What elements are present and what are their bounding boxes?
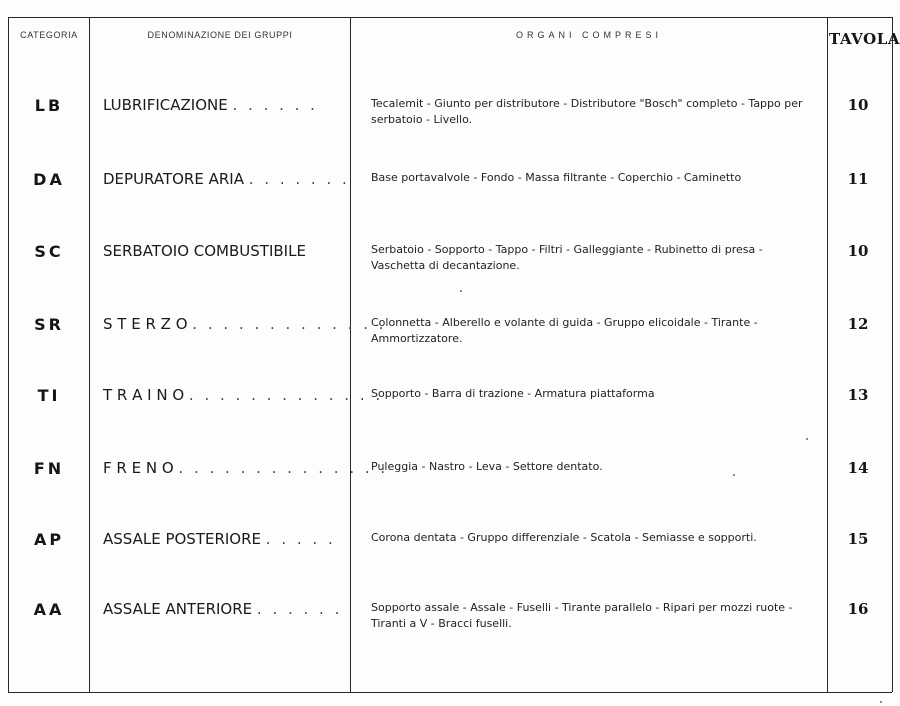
category-code: DA [33, 170, 65, 189]
category-code: TI [37, 386, 61, 405]
scan-speck [733, 474, 735, 476]
leader-dots: . . . . . . [232, 96, 318, 114]
column-divider [89, 17, 90, 692]
parts-list: Sopporto - Barra di trazione - Armatura piattaforma [371, 387, 655, 400]
leader-dots: . . . . . . [256, 600, 343, 618]
leader-dots: . . . . . . . . . . . . . . [178, 459, 389, 477]
parts-list: Serbatoio - Sopporto - Tappo - Filtri - Galleggiante - Rubinetto di presa - Vaschetta di decantazione. [371, 243, 763, 272]
column-divider [892, 17, 893, 692]
group-name-text: T R A I N O [103, 386, 185, 404]
group-name-text: ASSALE ANTERIORE [103, 600, 253, 618]
category-code: FN [33, 459, 65, 478]
tavola-number: 14 [847, 459, 869, 477]
leader-dots: . . . . . . . [248, 170, 350, 188]
header-organi: ORGANI COMPRESI [515, 30, 662, 40]
leader-dots: . . . . . . . . . . . . . [188, 386, 384, 404]
header-categoria: CATEGORIA [20, 30, 78, 40]
tavola-number: 13 [847, 386, 869, 404]
group-name-text: DEPURATORE ARIA [103, 170, 244, 188]
parts-list: Tecalemit - Giunto per distributore - Distributore "Bosch" completo - Tappo per serbatoio - Livello. [371, 97, 803, 126]
column-divider [350, 17, 351, 692]
tavola-number: 11 [847, 170, 869, 188]
tavola-number: 10 [847, 242, 869, 260]
parts-list: Sopporto assale - Assale - Fuselli - Tirante parallelo - Ripari per mozzi ruote - Tiranti a V - Bracci fuselli. [371, 601, 793, 630]
group-name [103, 96, 343, 114]
group-name-text: LUBRIFICAZIONE [103, 96, 228, 114]
top-rule [8, 17, 892, 18]
group-name [103, 386, 384, 404]
group-name [103, 600, 343, 618]
column-divider [8, 17, 9, 692]
scan-speck [460, 290, 462, 292]
category-code: SR [34, 315, 64, 334]
leader-dots: . . . . . . . . . . . . . [192, 315, 387, 333]
group-name [103, 459, 389, 477]
group-name-text: F R E N O [103, 459, 174, 477]
category-code: LB [34, 96, 64, 115]
bottom-rule [8, 692, 892, 693]
parts-list: Corona dentata - Gruppo differenziale - Scatola - Semiasse e sopporti. [371, 531, 757, 544]
group-name [103, 530, 343, 548]
column-divider [827, 17, 828, 692]
header-denominazione: DENOMINAZIONE DEI GRUPPI [147, 30, 293, 40]
group-name [103, 170, 350, 188]
category-code: AA [33, 600, 65, 619]
group-name-text: ASSALE POSTERIORE [103, 530, 262, 548]
category-code: SC [34, 242, 64, 261]
parts-list: Colonnetta - Alberello e volante di guida - Gruppo elicoidale - Tirante - Ammortizzatore. [371, 316, 758, 345]
group-name-text: S T E R Z O [103, 315, 188, 333]
header-tavola: TAVOLA [829, 30, 900, 48]
tavola-number: 10 [847, 96, 869, 114]
leader-dots: . . . . . [265, 530, 336, 548]
parts-list: Base portavalvole - Fondo - Massa filtrante - Coperchio - Caminetto [371, 171, 742, 184]
scan-speck [806, 438, 808, 440]
tavola-number: 12 [847, 315, 869, 333]
parts-list: Puleggia - Nastro - Leva - Settore dentato. [371, 460, 603, 473]
group-name-text: SERBATOIO COMBUSTIBILE [103, 242, 306, 260]
group-name [103, 315, 387, 333]
tavola-number: 16 [847, 600, 869, 618]
group-name [103, 242, 343, 260]
tavola-number: 15 [847, 530, 869, 548]
scan-speck [880, 701, 882, 703]
category-code: AP [33, 530, 65, 549]
